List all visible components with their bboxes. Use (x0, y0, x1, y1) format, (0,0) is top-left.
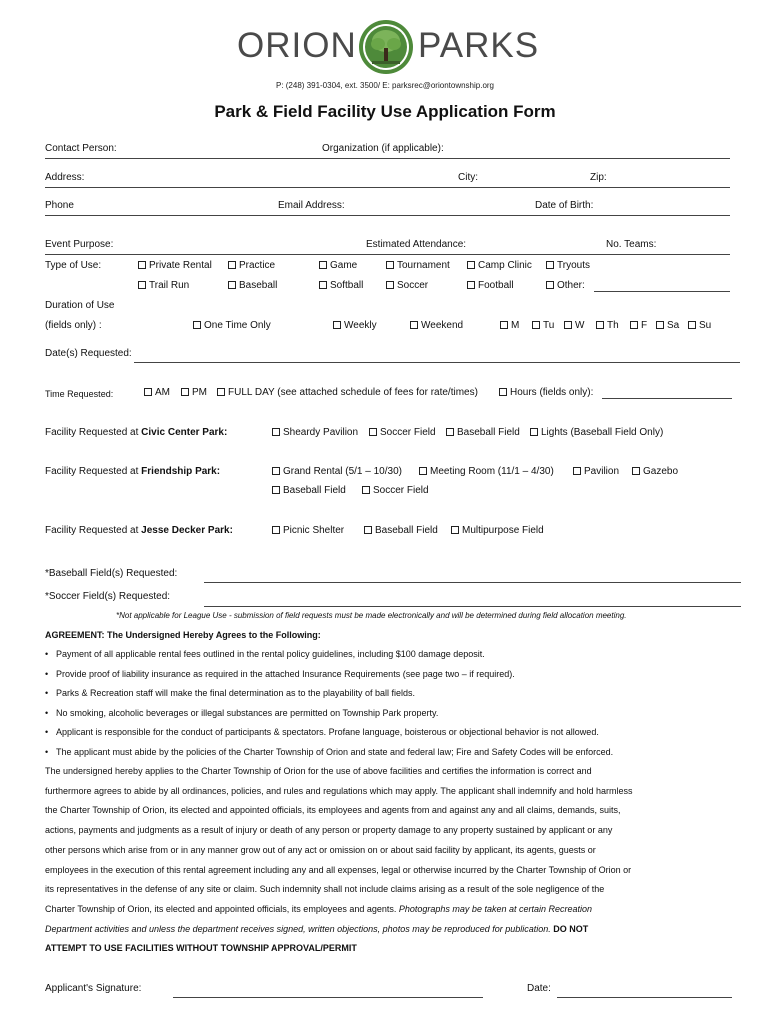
option-label: Grand Rental (5/1 – 10/30) (283, 466, 402, 477)
checkbox-icon (228, 281, 236, 289)
label-prefix: Facility Requested at (45, 525, 142, 536)
zip-label: Zip: (590, 172, 607, 183)
event-purpose-field[interactable] (45, 254, 730, 255)
indemnity-paragraph (45, 762, 725, 959)
agreement-bullet: • Provide proof of liability insurance as required in the attached Insurance Requirements (see page two – if required). (45, 669, 515, 679)
phone-label: Phone (45, 200, 74, 211)
checkbox-day-m[interactable] (500, 320, 519, 331)
checkbox-icon (362, 486, 370, 494)
option-label: Lights (Baseball Field Only) (541, 427, 664, 438)
checkbox-day-sa[interactable] (656, 320, 679, 331)
address-label: Address: (45, 172, 85, 183)
option-label: F (641, 320, 648, 331)
checkbox-icon (369, 428, 377, 436)
checkbox-tournament[interactable] (386, 260, 450, 271)
agreement-bullet: • Payment of all applicable rental fees outlined in the rental policy guidelines, including $100 damage deposit. (45, 649, 485, 659)
signature-field[interactable] (173, 997, 483, 998)
contact-info: P: (248) 391-0304, ext. 3500/ E: parksrec@oriontownship.org (275, 81, 495, 90)
baseball-request-label: *Baseball Field(s) Requested: (45, 568, 178, 579)
address-field[interactable] (45, 187, 730, 188)
checkbox-icon (451, 526, 459, 534)
agreement-bullet: • Parks & Recreation staff will make the final determination as to the playability of ball fields. (45, 688, 415, 698)
logo-text-parks: PARKS (418, 26, 540, 65)
option-label: Tournament (397, 260, 450, 271)
option-label: Baseball Field (375, 525, 438, 536)
paragraph-line: its representatives in the defense of any site or claim. Such indemnity shall not include claims arising as a result of the sole negligence of the (45, 884, 605, 895)
checkbox-icon (564, 321, 572, 329)
checkbox-icon (500, 321, 508, 329)
hours-field[interactable] (602, 398, 732, 399)
checkbox-icon (272, 467, 280, 475)
checkbox-day-th[interactable] (596, 320, 619, 331)
friendship-park-label (45, 466, 220, 477)
dates-requested-label: Date(s) Requested: (45, 348, 132, 359)
checkbox-jesse-baseball[interactable] (364, 525, 438, 536)
checkbox-icon (467, 261, 475, 269)
checkbox-icon (499, 388, 507, 396)
checkbox-icon (596, 321, 604, 329)
checkbox-gazebo[interactable] (632, 466, 678, 477)
option-label: Game (330, 260, 358, 271)
checkbox-camp-clinic[interactable] (467, 260, 532, 271)
option-label: Other: (557, 280, 585, 291)
city-label: City: (458, 172, 478, 183)
option-label: Pavilion (584, 466, 620, 477)
paragraph-line (45, 900, 725, 920)
option-label: Soccer Field (380, 427, 436, 438)
checkbox-pavilion[interactable] (573, 466, 619, 477)
email-label: Email Address: (278, 200, 345, 211)
photo-notice-cont: Department activities and unless the department receives signed, written objections, photos may be reproduced for publication. (45, 923, 551, 934)
attendance-label: Estimated Attendance: (366, 239, 467, 250)
checkbox-icon (656, 321, 664, 329)
checkbox-icon (630, 321, 638, 329)
contact-person-label: Contact Person: (45, 143, 117, 154)
checkbox-game[interactable] (319, 260, 357, 271)
checkbox-friendship-baseball[interactable] (272, 485, 346, 496)
checkbox-baseball[interactable] (228, 280, 277, 291)
checkbox-practice[interactable] (228, 260, 275, 271)
option-label: Soccer (397, 280, 429, 291)
checkbox-other[interactable] (546, 280, 585, 291)
option-label: Tu (543, 320, 555, 331)
other-field[interactable] (594, 291, 730, 292)
option-label: Multipurpose Field (462, 525, 544, 536)
checkbox-icon (228, 261, 236, 269)
option-label: Hours (fields only): (510, 387, 594, 398)
checkbox-icon (272, 486, 280, 494)
park-name: Friendship Park: (141, 466, 221, 477)
checkbox-icon (573, 467, 581, 475)
paragraph-line: furthermore agrees to abide by all ordinances, policies, and rules and regulations which may apply. The applicant shall indemnify and hold harmless (45, 785, 633, 796)
checkbox-icon (272, 526, 280, 534)
option-label: M (511, 320, 520, 331)
checkbox-friendship-soccer[interactable] (362, 485, 429, 496)
form-title: Park & Field Facility Use Application Form (214, 102, 556, 121)
soccer-request-label: *Soccer Field(s) Requested: (45, 591, 171, 602)
checkbox-hours[interactable] (499, 387, 593, 398)
checkbox-soccer[interactable] (386, 280, 428, 291)
warning-text-line: ATTEMPT TO USE FACILITIES WITHOUT TOWNSHIP APPROVAL/PERMIT (45, 943, 357, 954)
checkbox-civic-baseball[interactable] (446, 427, 520, 438)
checkbox-tryouts[interactable] (546, 260, 590, 271)
option-label: Practice (239, 260, 276, 271)
tree-logo-icon (358, 19, 414, 75)
checkbox-icon (386, 281, 394, 289)
checkbox-pm[interactable] (181, 387, 207, 398)
option-label: Private Rental (149, 260, 212, 271)
checkbox-day-tu[interactable] (532, 320, 554, 331)
agreement-heading: AGREEMENT: The Undersigned Hereby Agrees to the Following: (45, 630, 321, 640)
checkbox-icon (688, 321, 696, 329)
paragraph-line (45, 920, 725, 940)
option-label: Weekend (421, 320, 464, 331)
checkbox-lights[interactable] (530, 427, 663, 438)
phone-field[interactable] (45, 215, 730, 216)
checkbox-weekly[interactable] (333, 320, 377, 331)
type-of-use-label: Type of Use: (45, 260, 102, 271)
checkbox-civic-soccer[interactable] (369, 427, 436, 438)
checkbox-icon (364, 526, 372, 534)
checkbox-icon (138, 281, 146, 289)
teams-label: No. Teams: (606, 239, 657, 250)
option-label: Trail Run (149, 280, 190, 291)
checkbox-one-time[interactable] (193, 320, 271, 331)
checkbox-multipurpose[interactable] (451, 525, 544, 536)
checkbox-icon (193, 321, 201, 329)
checkbox-icon (272, 428, 280, 436)
option-label: Softball (330, 280, 364, 291)
time-requested-label: Time Requested: (45, 389, 114, 399)
dob-label: Date of Birth: (535, 200, 594, 211)
option-label: Th (607, 320, 619, 331)
checkbox-icon (546, 281, 554, 289)
logo-text-orion: ORION (237, 26, 357, 65)
park-name: Jesse Decker Park: (141, 525, 233, 536)
agreement-bullet: • No smoking, alcoholic beverages or illegal substances are permitted on Township Park property. (45, 708, 438, 718)
baseball-request-field[interactable] (204, 582, 741, 583)
agreement-bullet: • The applicant must abide by the policies of the Charter Township of Orion and state and federal law; Fire and Safety Codes will be enforced. (45, 747, 613, 757)
checkbox-icon (333, 321, 341, 329)
checkbox-meeting-room[interactable] (419, 466, 554, 477)
checkbox-icon (467, 281, 475, 289)
date-field[interactable] (557, 997, 732, 998)
checkbox-icon (319, 281, 327, 289)
checkbox-icon (530, 428, 538, 436)
option-label: AM (155, 387, 170, 398)
checkbox-icon (138, 261, 146, 269)
option-label: Baseball Field (457, 427, 520, 438)
checkbox-full-day[interactable] (217, 387, 478, 398)
checkbox-private-rental[interactable] (138, 260, 212, 271)
paragraph-line: The undersigned hereby applies to the Charter Township of Orion for the use of above facilities and certifies the information is correct and (45, 766, 592, 776)
label-prefix: Facility Requested at (45, 466, 142, 477)
option-label: Sheardy Pavilion (283, 427, 359, 438)
paragraph-line: other persons which arise from or in any manner grow out of any act or omission on or about said facility by applicant, its agents, guests or (45, 844, 596, 855)
checkbox-icon (532, 321, 540, 329)
checkbox-sheardy-pavilion[interactable] (272, 427, 358, 438)
duration-sublabel: (fields only) : (45, 320, 102, 331)
option-label: Gazebo (643, 466, 679, 477)
event-purpose-label: Event Purpose: (45, 239, 114, 250)
option-label: Picnic Shelter (283, 525, 345, 536)
option-label: Football (478, 280, 514, 291)
checkbox-trail-run[interactable] (138, 280, 189, 291)
paragraph-text: Charter Township of Orion, its elected and appointed officials, its employees and agents. (45, 903, 397, 914)
checkbox-day-w[interactable] (564, 320, 584, 331)
checkbox-day-su[interactable] (688, 320, 711, 331)
contact-person-field[interactable] (45, 158, 730, 159)
civic-center-label (45, 427, 227, 438)
photo-notice: Photographs may be taken at certain Recreation (398, 903, 593, 914)
option-label: Camp Clinic (478, 260, 532, 271)
checkbox-icon (144, 388, 152, 396)
checkbox-icon (386, 261, 394, 269)
warning-text: DO NOT (553, 923, 589, 934)
soccer-request-field[interactable] (204, 606, 741, 607)
option-label: Soccer Field (373, 485, 429, 496)
checkbox-icon (632, 467, 640, 475)
checkbox-football[interactable] (467, 280, 514, 291)
checkbox-picnic-shelter[interactable] (272, 525, 344, 536)
agreement-bullet: • Applicant is responsible for the conduct of participants & spectators. Profane language, boisterous or objectional behavior is not allowed. (45, 727, 599, 737)
option-label: W (575, 320, 585, 331)
option-label: Baseball Field (283, 485, 346, 496)
dates-requested-field[interactable] (134, 362, 740, 363)
checkbox-day-f[interactable] (630, 320, 647, 331)
option-label: FULL DAY (see attached schedule of fees for rate/times) (228, 387, 478, 398)
checkbox-icon (419, 467, 427, 475)
signature-label: Applicant's Signature: (45, 983, 142, 994)
option-label: One Time Only (204, 320, 271, 331)
option-label: PM (192, 387, 207, 398)
option-label: Tryouts (557, 260, 590, 271)
checkbox-icon (217, 388, 225, 396)
date-label: Date: (527, 983, 551, 994)
league-note: *Not applicable for League Use - submission of field requests must be made electronically and will be determined during field allocation meeting. (116, 611, 627, 620)
checkbox-icon (181, 388, 189, 396)
checkbox-icon (319, 261, 327, 269)
duration-label: Duration of Use (45, 300, 115, 311)
option-label: Meeting Room (11/1 – 4/30) (430, 466, 554, 477)
option-label: Baseball (239, 280, 278, 291)
option-label: Su (699, 320, 712, 331)
checkbox-am[interactable] (144, 387, 170, 398)
paragraph-line: the Charter Township of Orion, its elected and appointed officials, its employees and agents from and against any and all claims, demands, suits, (45, 805, 621, 816)
paragraph-line: actions, payments and judgments as a result of injury or death of any person or property damage to any property sustained by applicant or any (45, 825, 613, 836)
checkbox-grand-rental[interactable] (272, 466, 402, 477)
paragraph-line: employees in the execution of this rental agreement including any and all expenses, legal or otherwise incurred by the Charter Township of Orion or (45, 864, 632, 875)
checkbox-weekend[interactable] (410, 320, 463, 331)
checkbox-icon (446, 428, 454, 436)
checkbox-icon (546, 261, 554, 269)
checkbox-icon (410, 321, 418, 329)
organization-label: Organization (if applicable): (322, 143, 444, 154)
label-prefix: Facility Requested at (45, 427, 142, 438)
jesse-decker-label (45, 525, 233, 536)
checkbox-softball[interactable] (319, 280, 363, 291)
option-label: Sa (667, 320, 680, 331)
option-label: Weekly (344, 320, 377, 331)
park-name: Civic Center Park: (141, 427, 228, 438)
